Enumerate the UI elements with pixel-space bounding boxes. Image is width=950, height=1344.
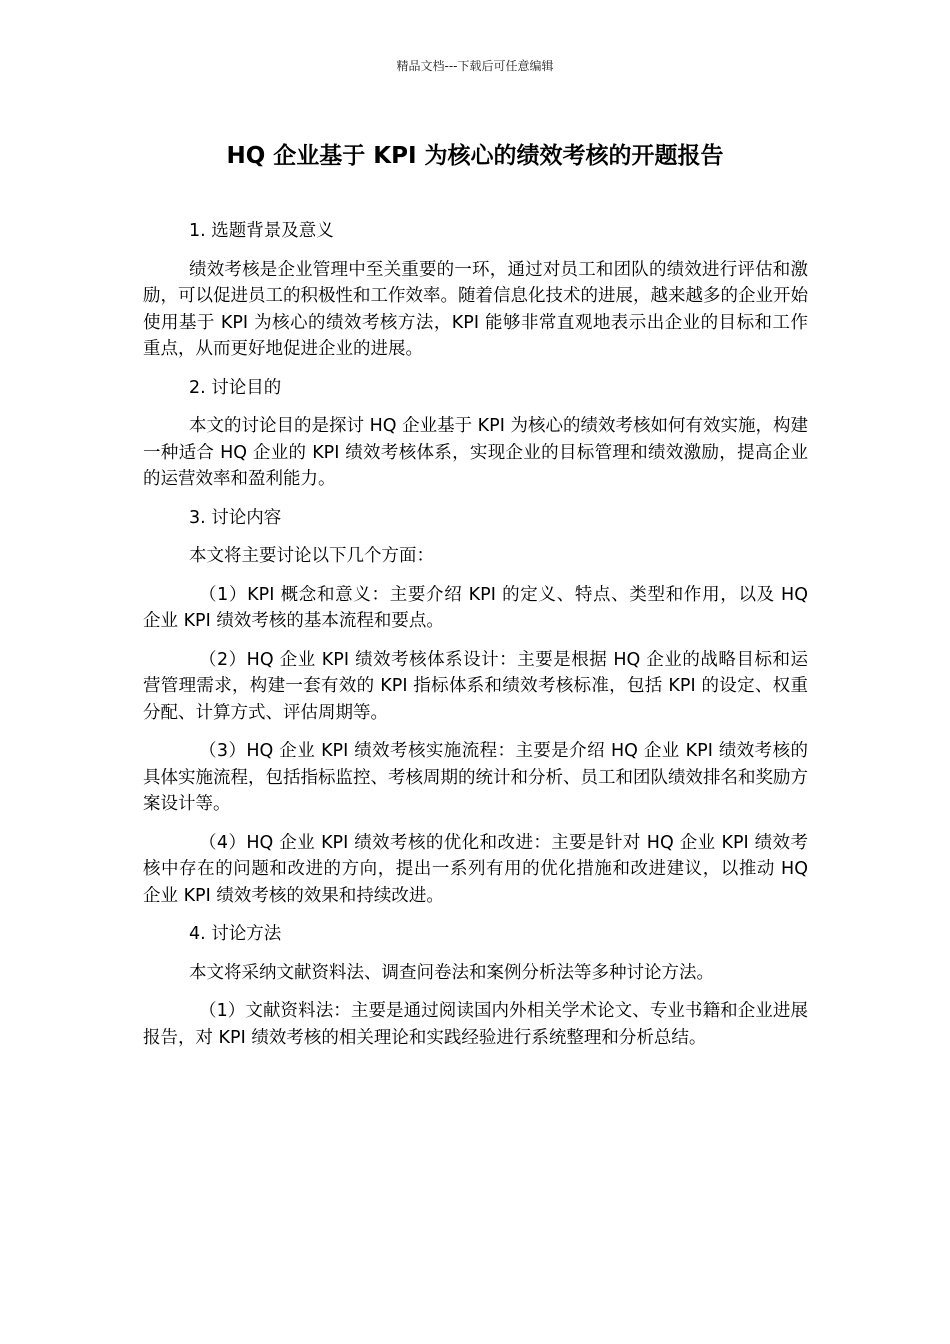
section-paragraph: 本文的讨论目的是探讨 HQ 企业基于 KPI 为核心的绩效考核如何有效实施，构建一种适合 HQ 企业的 KPI 绩效考核体系，实现企业的目标管理和绩效激励，提高企业的运营效率和盈利能力。 <box>143 416 808 489</box>
section-heading-purpose: 2. 讨论目的 <box>189 377 282 398</box>
list-item: （2）HQ 企业 KPI 绩效考核体系设计：主要是根据 HQ 企业的战略目标和运营管理需求，构建一套有效的 KPI 指标体系和绩效考核标准，包括 KPI 的设定、权重分配、计算方式、评估周期等。 <box>143 649 808 723</box>
list-item: （1）文献资料法：主要是通过阅读国内外相关学术论文、专业书籍和企业进展报告，对 KPI 绩效考核的相关理论和实践经验进行系统整理和分析总结。 <box>143 1001 808 1048</box>
section-heading-method: 4. 讨论方法 <box>189 924 282 944</box>
document-body <box>143 218 808 1063</box>
list-item: （3）HQ 企业 KPI 绩效考核实施流程：主要是介绍 HQ 企业 KPI 绩效考核的具体实施流程，包括指标监控、考核周期的统计和分析、员工和团队绩效排名和奖励方案设计等。 <box>143 741 808 814</box>
list-item: （1）KPI 概念和意义：主要介绍 KPI 的定义、特点、类型和作用，以及 HQ 企业 KPI 绩效考核的基本流程和要点。 <box>143 584 808 631</box>
section-intro: 本文将主要讨论以下几个方面： <box>189 546 434 566</box>
section-intro: 本文将采纳文献资料法、调查问卷法和案例分析法等多种讨论方法。 <box>189 962 714 983</box>
list-item: （4）HQ 企业 KPI 绩效考核的优化和改进：主要是针对 HQ 企业 KPI 绩效考核中存在的问题和改进的方向，提出一系列有用的优化措施和改进建议，以推动 HQ 企业 KPI 绩效考核的效果和持续改进。 <box>143 832 808 906</box>
section-heading-background: 1. 选题背景及意义 <box>189 221 334 241</box>
document-title: HQ 企业基于 KPI 为核心的绩效考核的开题报告 <box>226 143 724 169</box>
section-paragraph: 绩效考核是企业管理中至关重要的一环，通过对员工和团队的绩效进行评估和激励，可以促进员工的积极性和工作效率。随着信息化技术的进展，越来越多的企业开始使用基于 KPI 为核心的绩效考核方法，KPI 能够非常直观地表示出企业的目标和工作重点，从而更好地促进企业的进展。 <box>143 259 808 359</box>
section-heading-content: 3. 讨论内容 <box>189 507 282 528</box>
header-note: 精品文档---下载后可任意编辑 <box>396 59 554 73</box>
